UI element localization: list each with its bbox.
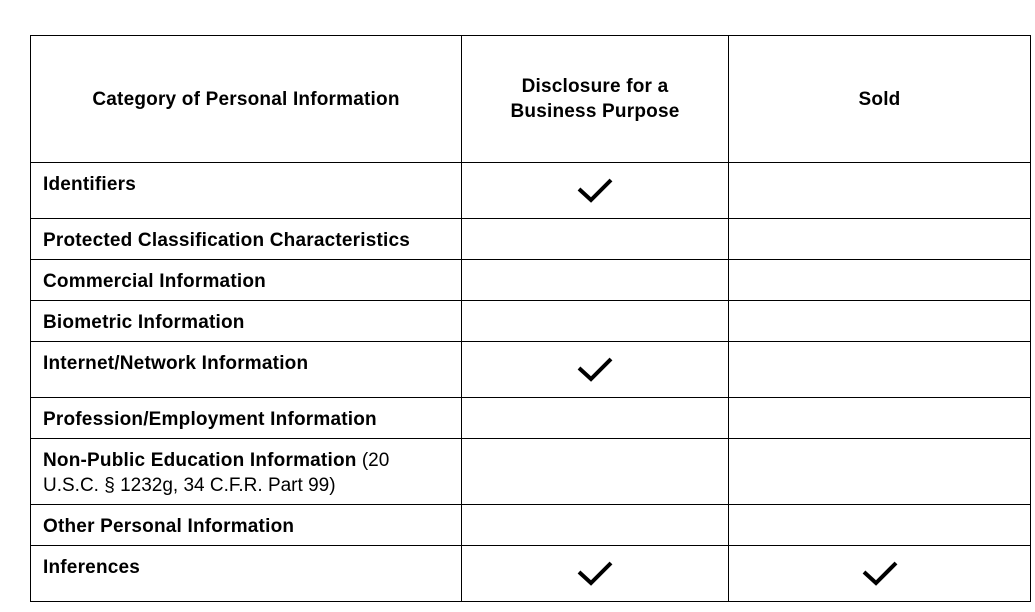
category-cell xyxy=(31,439,462,505)
category-name: Protected Classification Characteristics xyxy=(43,230,411,251)
category-name: Profession/Employment Information xyxy=(43,409,377,430)
category-name: Non-Public Education Information xyxy=(43,450,357,471)
disclosure-cell xyxy=(462,163,729,219)
sold-cell xyxy=(729,219,1031,260)
category-name: Inferences xyxy=(43,557,141,578)
sold-cell xyxy=(729,163,1031,219)
disclosure-cell xyxy=(462,505,729,546)
category-cell xyxy=(31,163,462,219)
category-cell xyxy=(31,546,462,602)
table-row xyxy=(31,439,1031,505)
category-cell xyxy=(31,342,462,398)
table-row xyxy=(31,301,1031,342)
disclosure-cell xyxy=(462,301,729,342)
header-category: Category of Personal Information xyxy=(31,36,462,163)
table-row xyxy=(31,342,1031,398)
sold-cell xyxy=(729,260,1031,301)
table-body xyxy=(31,163,1031,602)
category-name: Internet/Network Information xyxy=(43,353,309,374)
disclosure-cell xyxy=(462,439,729,505)
table-row xyxy=(31,505,1031,546)
category-cell xyxy=(31,219,462,260)
sold-cell xyxy=(729,439,1031,505)
header-sold: Sold xyxy=(729,36,1031,163)
category-name: Identifiers xyxy=(43,174,136,195)
disclosure-cell xyxy=(462,398,729,439)
category-cell xyxy=(31,505,462,546)
checkmark-icon xyxy=(861,559,899,587)
table-row xyxy=(31,546,1031,602)
checkmark-icon xyxy=(576,355,614,383)
category-cell xyxy=(31,260,462,301)
table-row xyxy=(31,163,1031,219)
category-cell xyxy=(31,398,462,439)
checkmark-icon xyxy=(576,176,614,204)
sold-cell xyxy=(729,546,1031,602)
table-row xyxy=(31,398,1031,439)
sold-cell xyxy=(729,301,1031,342)
checkmark-icon xyxy=(576,559,614,587)
table-header-row xyxy=(31,36,1031,163)
sold-cell xyxy=(729,505,1031,546)
sold-cell xyxy=(729,398,1031,439)
disclosure-cell xyxy=(462,219,729,260)
disclosure-cell xyxy=(462,342,729,398)
sold-cell xyxy=(729,342,1031,398)
table-row xyxy=(31,219,1031,260)
category-name: Other Personal Information xyxy=(43,516,295,537)
category-name: Biometric Information xyxy=(43,312,245,333)
header-disclosure: Disclosure for a Business Purpose xyxy=(462,36,729,163)
category-cell xyxy=(31,301,462,342)
personal-information-table xyxy=(30,35,1031,602)
disclosure-cell xyxy=(462,260,729,301)
category-note: (20 U.S.C. § 1232g, 34 C.F.R. Part 99) xyxy=(43,450,390,496)
table-row xyxy=(31,260,1031,301)
disclosure-cell xyxy=(462,546,729,602)
category-name: Commercial Information xyxy=(43,271,266,292)
